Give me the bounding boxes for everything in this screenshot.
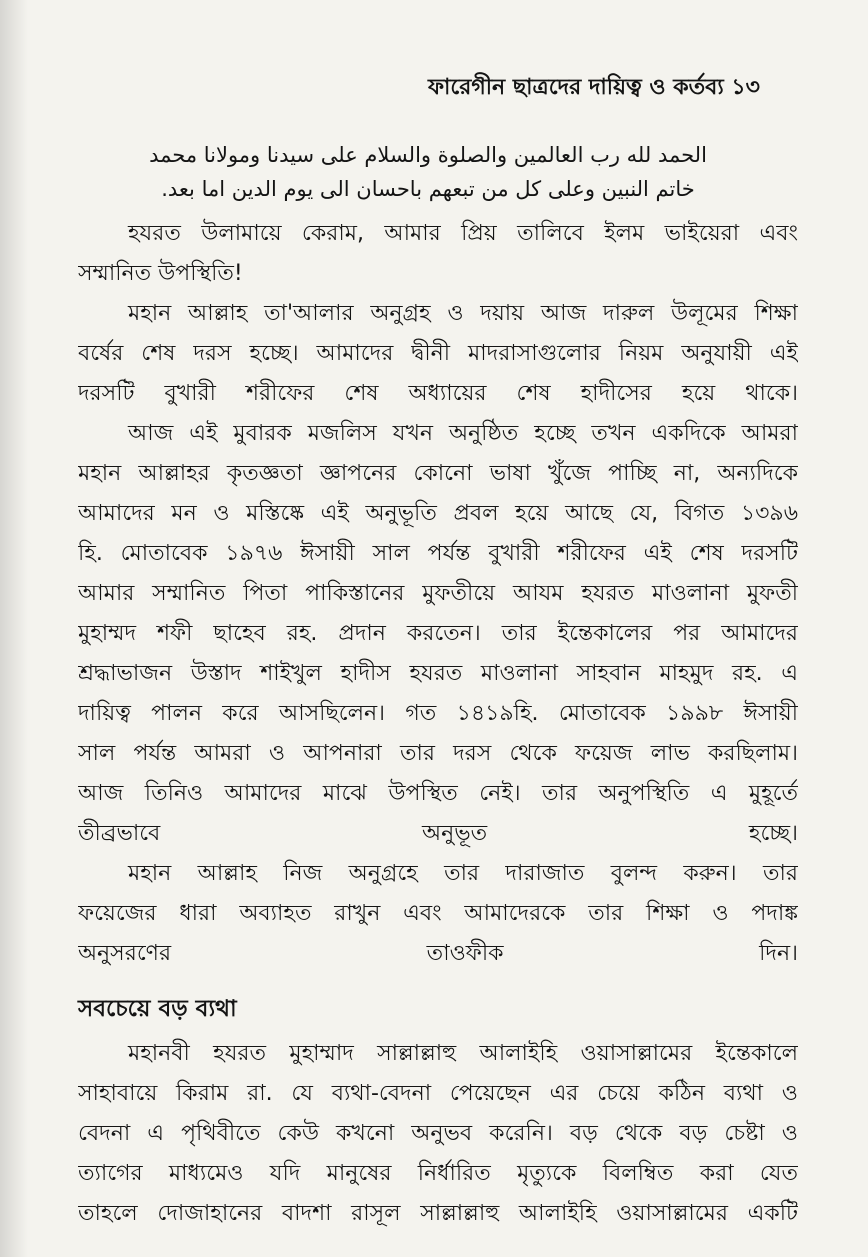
arabic-opening-line-2: خاتم النبين وعلى كل من تبعهم باحسان الى يوم الدين اما بعد.	[161, 177, 695, 201]
text-line: তীব্রভাবে অনুভূত হচ্ছে।	[78, 821, 798, 846]
text-line: আজ এই মুবারক মজলিস যখন অনুষ্ঠিত হচ্ছে তখন একদিকে আমরা	[128, 421, 798, 446]
arabic-opening-line-1: الحمد لله رب العالمين والصلوة والسلام على سيدنا ومولانا محمد	[149, 143, 707, 167]
text-line: মহান আল্লাহ নিজ অনুগ্রহে তার দারাজাত বুলন্দ করুন। তার	[128, 861, 798, 886]
text-line: ফয়েজের ধারা অব্যাহত রাখুন এবং আমাদেরকে তার শিক্ষা ও পদাঙ্ক	[78, 901, 798, 926]
text-line: আমাদের মন ও মস্তিষ্কে এই অনুভূতি প্রবল হয়ে আছে যে, বিগত ১৩৯৬	[78, 501, 798, 526]
text-line: হি. মোতাবেক ১৯৭৬ ঈসায়ী সাল পর্যন্ত বুখারী শরীফের এই শেষ দরসটি	[78, 541, 798, 566]
text-line: বেদনা এ পৃথিবীতে কেউ কখনো অনুভব করেনি। বড় থেকে বড় চেষ্টা ও	[78, 1121, 798, 1146]
paragraph-greatest-pain	[78, 1034, 798, 1234]
paragraph-final-lesson	[78, 294, 798, 414]
paragraph-gathering	[78, 414, 798, 854]
text-line: দায়িত্ব পালন করে আসছিলেন। গত ১৪১৯হি. মোতাবেক ১৯৯৮ ঈসায়ী	[78, 701, 798, 726]
section-heading: সবচেয়ে বড় ব্যথা	[78, 996, 237, 1022]
text-line: সম্মানিত উপস্থিতি!	[78, 261, 243, 286]
text-line: মহান আল্লাহ তা'আলার অনুগ্রহ ও দয়ায় আজ দারুল উলূমের শিক্ষা	[128, 301, 798, 326]
running-header: ফারেগীন ছাত্রদের দায়িত্ব ও কর্তব্য ১৩	[427, 75, 760, 100]
text-line: আমার সম্মানিত পিতা পাকিস্তানের মুফতীয়ে আযম হযরত মাওলানা মুফতী	[78, 581, 798, 606]
text-line: শ্রদ্ধাভাজন উস্তাদ শাইখুল হাদীস হযরত মাওলানা সাহবান মাহমুদ রহ. এ	[78, 661, 798, 686]
text-line: হযরত উলামায়ে কেরাম, আমার প্রিয় তালিবে ইলম ভাইয়েরা এবং	[128, 221, 798, 246]
text-line: অনুসরণের তাওফীক দিন।	[78, 941, 798, 966]
text-line: সাহাবায়ে কিরাম রা. যে ব্যথা-বেদনা পেয়েছেন এর চেয়ে কঠিন ব্যথা ও	[78, 1081, 798, 1106]
paragraph-greeting	[78, 214, 798, 294]
text-line: মহান আল্লাহর কৃতজ্ঞতা জ্ঞাপনের কোনো ভাষা খুঁজে পাচ্ছি না, অন্যদিকে	[78, 461, 798, 486]
text-line: ত্যাগের মাধ্যমেও যদি মানুষের নির্ধারিত মৃত্যুকে বিলম্বিত করা যেত	[78, 1161, 798, 1186]
text-line: বর্ষের শেষ দরস হচ্ছে। আমাদের দ্বীনী মাদরাসাগুলোর নিয়ম অনুযায়ী এই	[78, 341, 798, 366]
text-line: সাল পর্যন্ত আমরা ও আপনারা তার দরস থেকে ফয়েজ লাভ করছিলাম।	[78, 741, 798, 766]
text-line: আজ তিনিও আমাদের মাঝে উপস্থিত নেই। তার অনুপস্থিতি এ মুহূর্তে	[78, 781, 798, 806]
text-line: মহানবী হযরত মুহাম্মাদ সাল্লাল্লাহু আলাইহি ওয়াসাল্লামের ইন্তেকালে	[128, 1041, 798, 1066]
text-line: মুহাম্মদ শফী ছাহেব রহ. প্রদান করতেন। তার ইন্তেকালের পর আমাদের	[78, 621, 798, 646]
paragraph-prayer	[78, 854, 798, 974]
text-line: দরসটি বুখারী শরীফের শেষ অধ্যায়ের শেষ হাদীসের হয়ে থাকে।	[78, 381, 798, 406]
text-line: তাহলে দোজাহানের বাদশা রাসূল সাল্লাল্লাহু আলাইহি ওয়াসাল্লামের একটি	[78, 1201, 798, 1226]
